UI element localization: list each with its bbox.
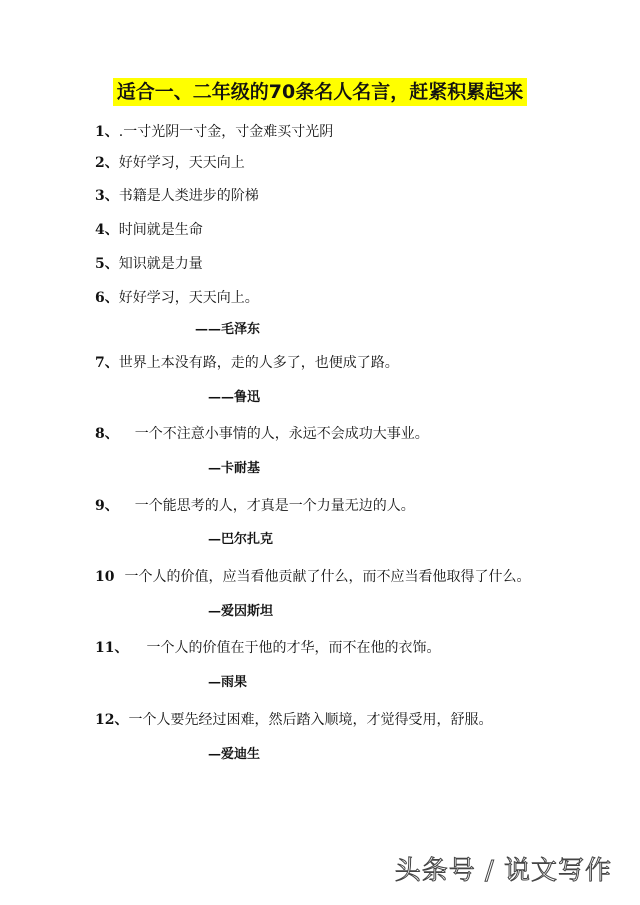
- quote-author: ——鲁迅: [208, 390, 261, 405]
- quote-item: [95, 220, 203, 240]
- quote-text: 好好学习，天天向上: [118, 155, 245, 171]
- quote-number: 8、: [95, 426, 119, 442]
- quote-item: [95, 288, 259, 308]
- quote-text: .一寸光阴一寸金，寸金难买寸光阴: [118, 124, 334, 140]
- quote-text: 一个人要先经过困难，然后踏入顺境，才觉得受用，舒服。: [128, 712, 493, 728]
- watermark-text: 头条号 / 说文写作: [394, 856, 612, 886]
- quote-number: 6、: [95, 290, 119, 306]
- quote-text: 世界上本没有路，走的人多了，也便成了路。: [118, 355, 399, 371]
- quote-author: —巴尔扎克: [208, 532, 274, 547]
- quote-text: 时间就是生命: [118, 222, 203, 238]
- quote-text: 书籍是人类进步的阶梯: [118, 188, 259, 204]
- quote-author: —雨果: [208, 675, 248, 690]
- quote-author: —卡耐基: [208, 461, 261, 476]
- quote-text: 好好学习，天天向上。: [118, 290, 259, 306]
- quote-number: 12、: [95, 712, 129, 728]
- quote-text: 一个能思考的人，才真是一个力量无边的人。: [134, 498, 415, 514]
- quote-text: 一个不注意小事情的人，永远不会成功大事业。: [134, 426, 429, 442]
- quote-item: [95, 122, 333, 142]
- quote-number: 4、: [95, 222, 119, 238]
- quote-author: —爱迪生: [208, 747, 261, 762]
- quote-number: 9、: [95, 498, 119, 514]
- quote-item: [95, 153, 245, 173]
- quote-author: ——毛泽东: [195, 322, 261, 337]
- quote-item: [95, 496, 415, 516]
- quote-number: 11、: [95, 640, 129, 656]
- title-container: [0, 78, 640, 106]
- quote-text: 知识就是力量: [118, 256, 203, 272]
- quote-number: 7、: [95, 355, 119, 371]
- quote-item: [95, 710, 492, 730]
- quote-item: [95, 353, 399, 373]
- quote-item: [95, 638, 440, 658]
- quote-number: 3、: [95, 188, 119, 204]
- page-title: 适合一、二年级的70条名人名言，赶紧积累起来: [113, 78, 527, 106]
- quote-number: 2、: [95, 155, 119, 171]
- quote-author: —爱因斯坦: [208, 604, 274, 619]
- quote-item: [95, 186, 259, 206]
- quote-item: [95, 424, 429, 444]
- quote-number: 5、: [95, 256, 119, 272]
- quote-text: 一个人的价值，应当看他贡献了什么，而不应当看他取得了什么。: [124, 569, 531, 585]
- quote-number: 1、: [95, 124, 119, 140]
- quote-item: [95, 567, 530, 587]
- quote-item: [95, 254, 203, 274]
- quote-number: 10: [95, 569, 115, 585]
- quote-text: 一个人的价值在于他的才华，而不在他的衣饰。: [146, 640, 441, 656]
